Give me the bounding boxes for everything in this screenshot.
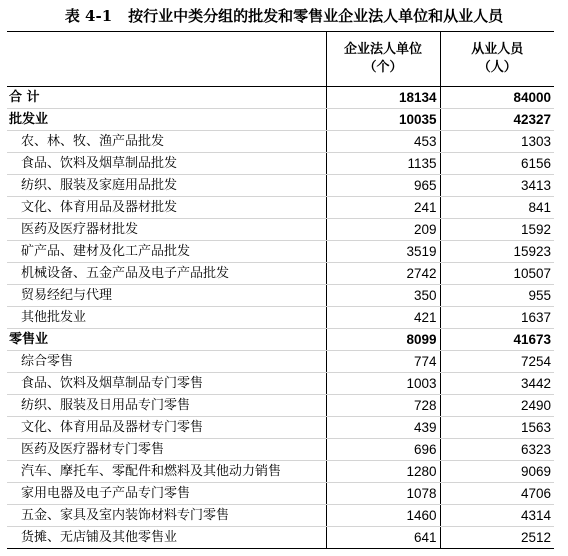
row-category: 医药及医疗器材专门零售: [7, 439, 326, 461]
table-row: [7, 395, 554, 417]
row-category: 机械设备、五金产品及电子产品批发: [7, 263, 326, 285]
row-units: 1460: [326, 505, 440, 527]
table-number: 表 4-1: [64, 7, 113, 25]
row-employees: 1592: [440, 219, 554, 241]
row-units: 965: [326, 175, 440, 197]
table-row: [7, 483, 554, 505]
row-employees: 2490: [440, 395, 554, 417]
table-row: [7, 109, 554, 131]
row-units: 1280: [326, 461, 440, 483]
table-row: [7, 263, 554, 285]
row-units: 18134: [326, 87, 440, 109]
row-employees: 4314: [440, 505, 554, 527]
table-row: [7, 219, 554, 241]
table-header: [7, 32, 554, 87]
row-category: 医药及医疗器材批发: [7, 219, 326, 241]
row-employees: 1637: [440, 307, 554, 329]
table-row: [7, 153, 554, 175]
header-row: [7, 32, 554, 87]
table-row: [7, 241, 554, 263]
row-employees: 955: [440, 285, 554, 307]
row-employees: 15923: [440, 241, 554, 263]
row-category: 纺织、服装及家庭用品批发: [7, 175, 326, 197]
row-units: 2742: [326, 263, 440, 285]
row-category: 贸易经纪与代理: [7, 285, 326, 307]
row-units: 241: [326, 197, 440, 219]
table-row: [7, 439, 554, 461]
row-category: 五金、家具及室内装饰材料专门零售: [7, 505, 326, 527]
row-units: 641: [326, 527, 440, 549]
row-employees: 9069: [440, 461, 554, 483]
table-row: [7, 505, 554, 527]
header-employees-unit: （人）: [477, 60, 517, 75]
row-units: 209: [326, 219, 440, 241]
table-row: [7, 329, 554, 351]
header-category: [7, 32, 326, 87]
table-row: [7, 373, 554, 395]
data-table: [7, 31, 554, 549]
header-units: [326, 32, 440, 87]
row-units: 453: [326, 131, 440, 153]
table-row: [7, 307, 554, 329]
row-units: 8099: [326, 329, 440, 351]
row-employees: 3413: [440, 175, 554, 197]
row-employees: 841: [440, 197, 554, 219]
row-employees: 6156: [440, 153, 554, 175]
table-body: [7, 87, 554, 549]
row-employees: 41673: [440, 329, 554, 351]
table-row: [7, 417, 554, 439]
row-category: 综合零售: [7, 351, 326, 373]
table-row: [7, 175, 554, 197]
row-employees: 3442: [440, 373, 554, 395]
row-employees: 42327: [440, 109, 554, 131]
row-units: 350: [326, 285, 440, 307]
table-row: [7, 285, 554, 307]
header-units-label: 企业法人单位: [343, 42, 422, 57]
row-employees: 4706: [440, 483, 554, 505]
row-category: 文化、体育用品及器材专门零售: [7, 417, 326, 439]
row-category: 家用电器及电子产品专门零售: [7, 483, 326, 505]
table-row: [7, 351, 554, 373]
row-employees: 10507: [440, 263, 554, 285]
row-category: 货摊、无店铺及其他零售业: [7, 527, 326, 549]
row-employees: 2512: [440, 527, 554, 549]
table-row: [7, 131, 554, 153]
row-employees: 1563: [440, 417, 554, 439]
row-units: 10035: [326, 109, 440, 131]
table-row: [7, 461, 554, 483]
row-category: 批发业: [7, 109, 326, 131]
row-category: 农、林、牧、渔产品批发: [7, 131, 326, 153]
row-category: 食品、饮料及烟草制品专门零售: [7, 373, 326, 395]
row-category: 汽车、摩托车、零配件和燃料及其他动力销售: [7, 461, 326, 483]
row-category: 合 计: [7, 87, 326, 109]
row-units: 421: [326, 307, 440, 329]
header-units-unit: （个）: [363, 60, 403, 75]
table-title-text: 按行业中类分组的批发和零售业企业法人单位和从业人员: [128, 7, 504, 25]
row-category: 纺织、服装及日用品专门零售: [7, 395, 326, 417]
row-units: 696: [326, 439, 440, 461]
row-units: 728: [326, 395, 440, 417]
row-employees: 6323: [440, 439, 554, 461]
row-units: 1135: [326, 153, 440, 175]
table-row: [7, 87, 554, 109]
table-row: [7, 527, 554, 549]
row-units: 774: [326, 351, 440, 373]
row-category: 零售业: [7, 329, 326, 351]
row-units: 439: [326, 417, 440, 439]
row-employees: 1303: [440, 131, 554, 153]
row-category: 矿产品、建材及化工产品批发: [7, 241, 326, 263]
table-title: [0, 3, 568, 29]
row-category: 文化、体育用品及器材批发: [7, 197, 326, 219]
row-employees: 7254: [440, 351, 554, 373]
row-units: 3519: [326, 241, 440, 263]
table-row: [7, 197, 554, 219]
header-employees-label: 从业人员: [471, 42, 524, 57]
header-employees: [440, 32, 554, 87]
row-units: 1003: [326, 373, 440, 395]
row-units: 1078: [326, 483, 440, 505]
row-category: 食品、饮料及烟草制品批发: [7, 153, 326, 175]
row-employees: 84000: [440, 87, 554, 109]
row-category: 其他批发业: [7, 307, 326, 329]
